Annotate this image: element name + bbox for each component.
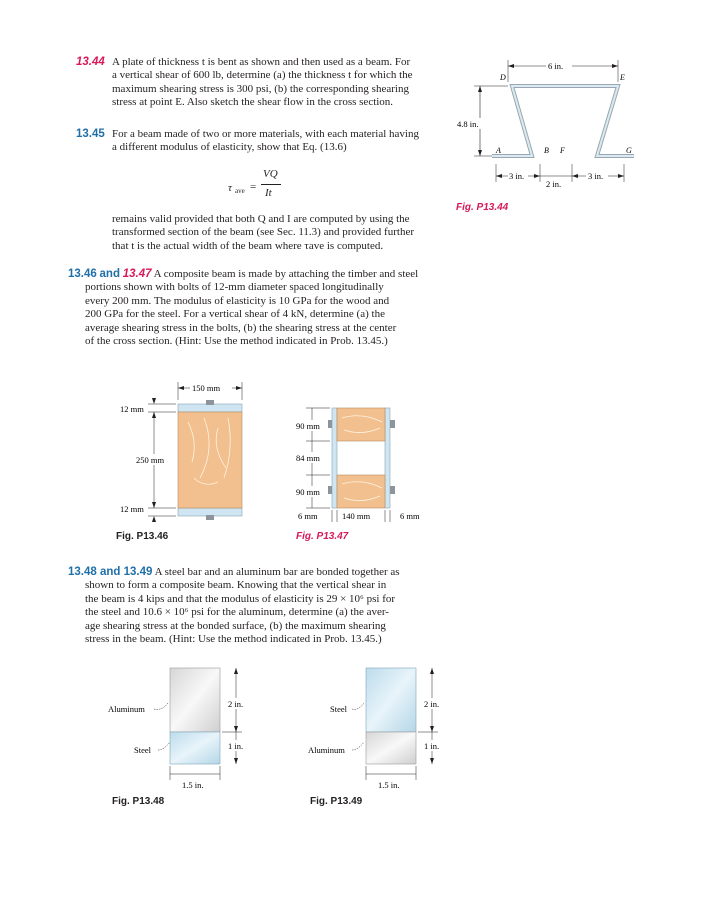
text-line: that t is the actual width of the beam where τave is computed. (112, 239, 384, 252)
steel-bar (366, 668, 416, 732)
figure-p13-44 (452, 52, 642, 222)
text-line: transformed section of the beam (see Sec. 11.3) and provided further (112, 226, 414, 239)
label-w-left: 6 mm (298, 511, 318, 521)
aluminum-bar (170, 668, 220, 732)
text-line: the beam is 4 kips and that the modulus of elasticity is 29 × 10⁶ psi for (85, 592, 396, 605)
steel-left-plate (332, 408, 337, 508)
arrow-icon (430, 668, 434, 674)
steel-top-plate (178, 404, 242, 412)
label-bot-mid: 2 in. (546, 179, 562, 189)
label-mid: 250 mm (136, 455, 165, 465)
timber (178, 412, 242, 508)
arrow-icon (508, 64, 514, 68)
bolt-nut-icon (390, 486, 395, 494)
label-bot: 12 mm (120, 504, 144, 514)
label-bot-mat: Steel (134, 745, 151, 755)
caption-p13-48: Fig. P13.48 (112, 796, 165, 807)
arrow-icon (234, 668, 238, 674)
problem-number: 13.44 (76, 56, 105, 68)
label-top-mat: Steel (330, 704, 347, 714)
arrow-icon (236, 386, 242, 390)
arrow-icon (152, 502, 156, 508)
caption-p13-44: Fig. P13.44 (456, 202, 509, 213)
problem-number: 13.48 and 13.49 (68, 566, 153, 578)
label-d1: 90 mm (296, 421, 320, 431)
label-h-top: 2 in. (424, 699, 440, 709)
problem-and: and (99, 268, 120, 280)
problem-13-48-49 (68, 566, 448, 646)
arrow-icon (430, 758, 434, 764)
label-top-width: 6 in. (548, 61, 564, 71)
label-h-bot: 1 in. (228, 741, 244, 751)
problem-13-45-continued (112, 213, 448, 253)
text-line: age shearing stress at the bonded surface, (b) the maximum shearing (85, 619, 386, 632)
label-F: F (560, 146, 565, 155)
arrow-icon (612, 64, 618, 68)
text-line: remains valid provided that both Q and I are computed by using the (112, 213, 410, 225)
label-width: 1.5 in. (182, 780, 204, 790)
label-top-mat: Aluminum (108, 704, 145, 714)
eq-fraction-bar (261, 184, 281, 185)
problem-13-44 (76, 56, 448, 110)
steel-bottom-plate (178, 508, 242, 516)
timber-bottom (337, 475, 385, 508)
label-w-right: 6 mm (400, 511, 420, 521)
eq-tau: τ (228, 182, 232, 194)
text-line: A composite beam is made by attaching the timber and steel (153, 268, 419, 280)
label-h-bot: 1 in. (424, 741, 440, 751)
problem-13-46-47 (68, 268, 448, 348)
eq-denominator: It (265, 187, 272, 199)
text-line: shown to form a composite beam. Knowing that the vertical shear in (85, 579, 387, 592)
arrow-icon (152, 516, 156, 522)
text-line: stress in the beam. (Hint: Use the method indicated in Prob. 13.45.) (85, 633, 382, 646)
caption-p13-46: Fig. P13.46 (116, 531, 169, 542)
text-line: average shearing stress in the bolts, (b) the shearing stress at the center (85, 321, 397, 334)
label-E: E (620, 73, 625, 82)
eq-numerator: VQ (263, 168, 278, 180)
label-top: 12 mm (120, 404, 144, 414)
arrow-icon (496, 174, 502, 178)
bolt-head-icon (206, 400, 214, 405)
arrow-icon (152, 412, 156, 418)
problem-text (76, 56, 448, 110)
eq-sub: ave (235, 187, 245, 195)
steel-right-plate (385, 408, 390, 508)
label-bot-mat: Aluminum (308, 745, 345, 755)
caption-p13-47: Fig. P13.47 (296, 531, 349, 542)
text-line: the steel and 10.6 × 10⁶ psi for the aluminum, determine (a) the aver- (85, 606, 389, 619)
problem-number-a: 13.46 (68, 268, 97, 280)
text-line: portions shown with bolts of 12-mm diameter spaced longitudinally (85, 281, 384, 294)
label-height: 4.8 in. (457, 119, 479, 129)
text-line: maximum shearing stress is 300 psi, (b) the corresponding shearing (112, 82, 409, 95)
text-line: every 200 mm. The modulus of elasticity is 10 GPa for the wood and (85, 294, 390, 307)
label-w-mid: 140 mm (342, 511, 371, 521)
label-width: 1.5 in. (378, 780, 400, 790)
text-line: stress at point E. Also sketch the shear flow in the cross section. (112, 96, 394, 109)
arrow-icon (430, 726, 434, 732)
label-h-top: 2 in. (228, 699, 244, 709)
eq-equals: = (250, 181, 257, 193)
leader-line (352, 742, 364, 750)
aluminum-bar (366, 732, 416, 764)
arrow-icon (618, 174, 624, 178)
text-line: 200 GPa for the steel. For a vertical shear of 4 kN, determine (a) the (85, 308, 385, 321)
leader-line (154, 703, 168, 709)
leader-line (352, 703, 364, 709)
arrow-icon (234, 726, 238, 732)
caption-p13-49: Fig. P13.49 (310, 796, 363, 807)
problem-number-b: 13.47 (122, 268, 152, 280)
label-width: 150 mm (192, 383, 221, 393)
label-bot-left: 3 in. (509, 171, 525, 181)
text-line: of the cross section. (Hint: Use the method indicated in Prob. 13.45.) (85, 335, 388, 348)
label-bot-right: 3 in. (588, 171, 604, 181)
text-line: A steel bar and an aluminum bar are bonded together as (154, 566, 400, 578)
text-line: a different modulus of elasticity, show that Eq. (13.6) (112, 141, 347, 154)
arrow-icon (534, 174, 540, 178)
arrow-icon (572, 174, 578, 178)
arrow-icon (234, 758, 238, 764)
label-G: G (626, 146, 632, 155)
bolt-nut-icon (390, 420, 395, 428)
text-line: For a beam made of two or more materials, with each material having (112, 128, 419, 140)
label-A: A (496, 146, 501, 155)
label-D: D (500, 73, 506, 82)
figure-p13-47 (284, 398, 444, 528)
text-line: a vertical shear of 600 lb, determine (a) the thickness t for which the (112, 69, 413, 82)
figure-p13-46 (108, 378, 258, 528)
label-d3: 90 mm (296, 487, 320, 497)
figure-p13-48 (108, 664, 278, 794)
arrow-icon (152, 398, 156, 404)
timber-top (337, 408, 385, 441)
arrow-icon (478, 150, 482, 156)
label-d2: 84 mm (296, 453, 320, 463)
arrow-icon (478, 86, 482, 92)
bolt-nut-icon (206, 515, 214, 520)
figure-p13-49 (306, 664, 476, 794)
text-line: A plate of thickness t is bent as shown and then used as a beam. For (112, 56, 411, 68)
arrow-icon (178, 386, 184, 390)
label-B: B (544, 146, 549, 155)
leader-line (158, 742, 170, 750)
problem-number: 13.45 (76, 128, 105, 140)
problem-13-45 (76, 128, 448, 155)
steel-bar (170, 732, 220, 764)
